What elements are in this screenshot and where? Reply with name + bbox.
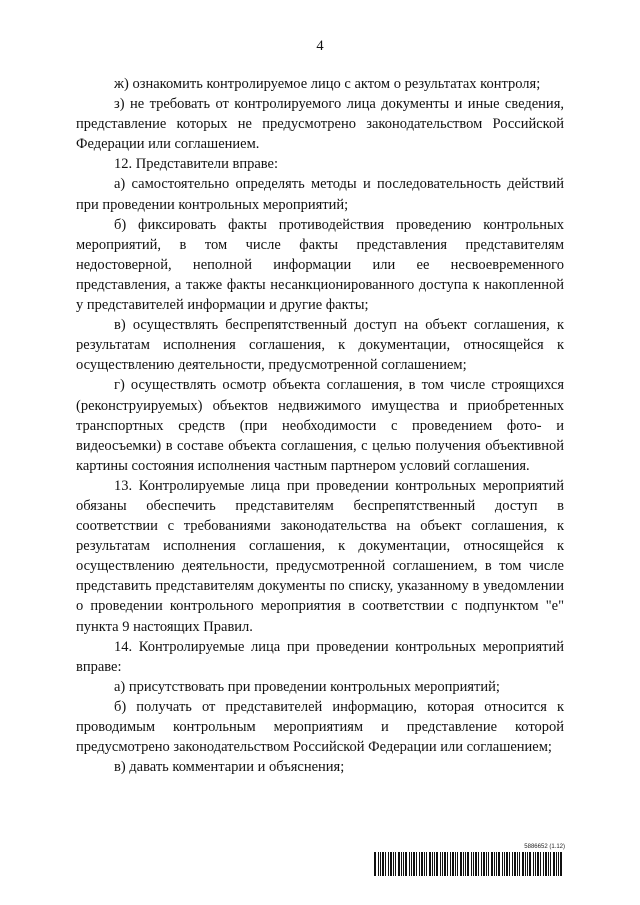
paragraph-12v: в) осуществлять беспрепятственный доступ на объект соглашения, к результатам исполнения соглашения, к документации, относящейся к осуществлению деятельности, предусмотренной соглашением;: [76, 317, 564, 374]
barcode: [374, 852, 564, 876]
paragraph-14a: а) присутствовать при проведении контрольных мероприятий;: [114, 678, 500, 695]
paragraph-zh: ж) ознакомить контролируемое лицо с актом о результатах контроля;: [114, 76, 541, 92]
paragraph-14b: б) получать от представителей информацию, которая относится к проводимым контрольным мероприятиям и представление которой предусмотрено законодательством Российской Федерации или соглашением;: [76, 698, 564, 756]
document-body: [76, 74, 564, 777]
page-number: 4: [316, 38, 324, 54]
paragraph-12g: г) осуществлять осмотр объекта соглашения, в том числе строящихся (реконструируемых) объектов недвижимого имущества и приобретенных транспортных средств (при необходимости с проведением фото- и видеосъемки) в составе объекта соглашения, с целью получения объективной картины состояния исполнения частным партнером условий соглашения.: [76, 377, 564, 474]
document-code: 5886652 (1.12): [524, 844, 565, 850]
paragraph-12: 12. Представители вправе:: [114, 156, 278, 173]
paragraph-14v: в) давать комментарии и объяснения;: [114, 759, 345, 776]
paragraph-13: 13. Контролируемые лица при проведении контрольных мероприятий обязаны обеспечить представителям беспрепятственный доступ в соответствии с требованиями законодательства на объект соглашения, к результатам исполнения соглашения, к документации, относящейся к осуществлению деятельности, предусмотренной соглашением, в том числе представить представителям документы по списку, указанному в уведомлении о проведении контрольного мероприятия в соответствии с подпунктом "е" пункта 9 настоящих Правил.: [76, 477, 564, 635]
paragraph-z: з) не требовать от контролируемого лица документы и иные сведения, представление которых не предусмотрено законодательством Российской Федерации или соглашением.: [76, 96, 564, 153]
paragraph-12b: б) фиксировать факты противодействия проведению контрольных мероприятий, в том числе факты представления представителям недостоверной, неполной информации или ее несвоевременного представления, а также факты несанкционированного доступа к накопленной у представителей информации и другие факты;: [76, 216, 564, 314]
paragraph-14: 14. Контролируемые лица при проведении контрольных мероприятий вправе:: [76, 638, 564, 675]
paragraph-12a: а) самостоятельно определять методы и последовательность действий при проведении контрольных мероприятий;: [76, 176, 564, 213]
